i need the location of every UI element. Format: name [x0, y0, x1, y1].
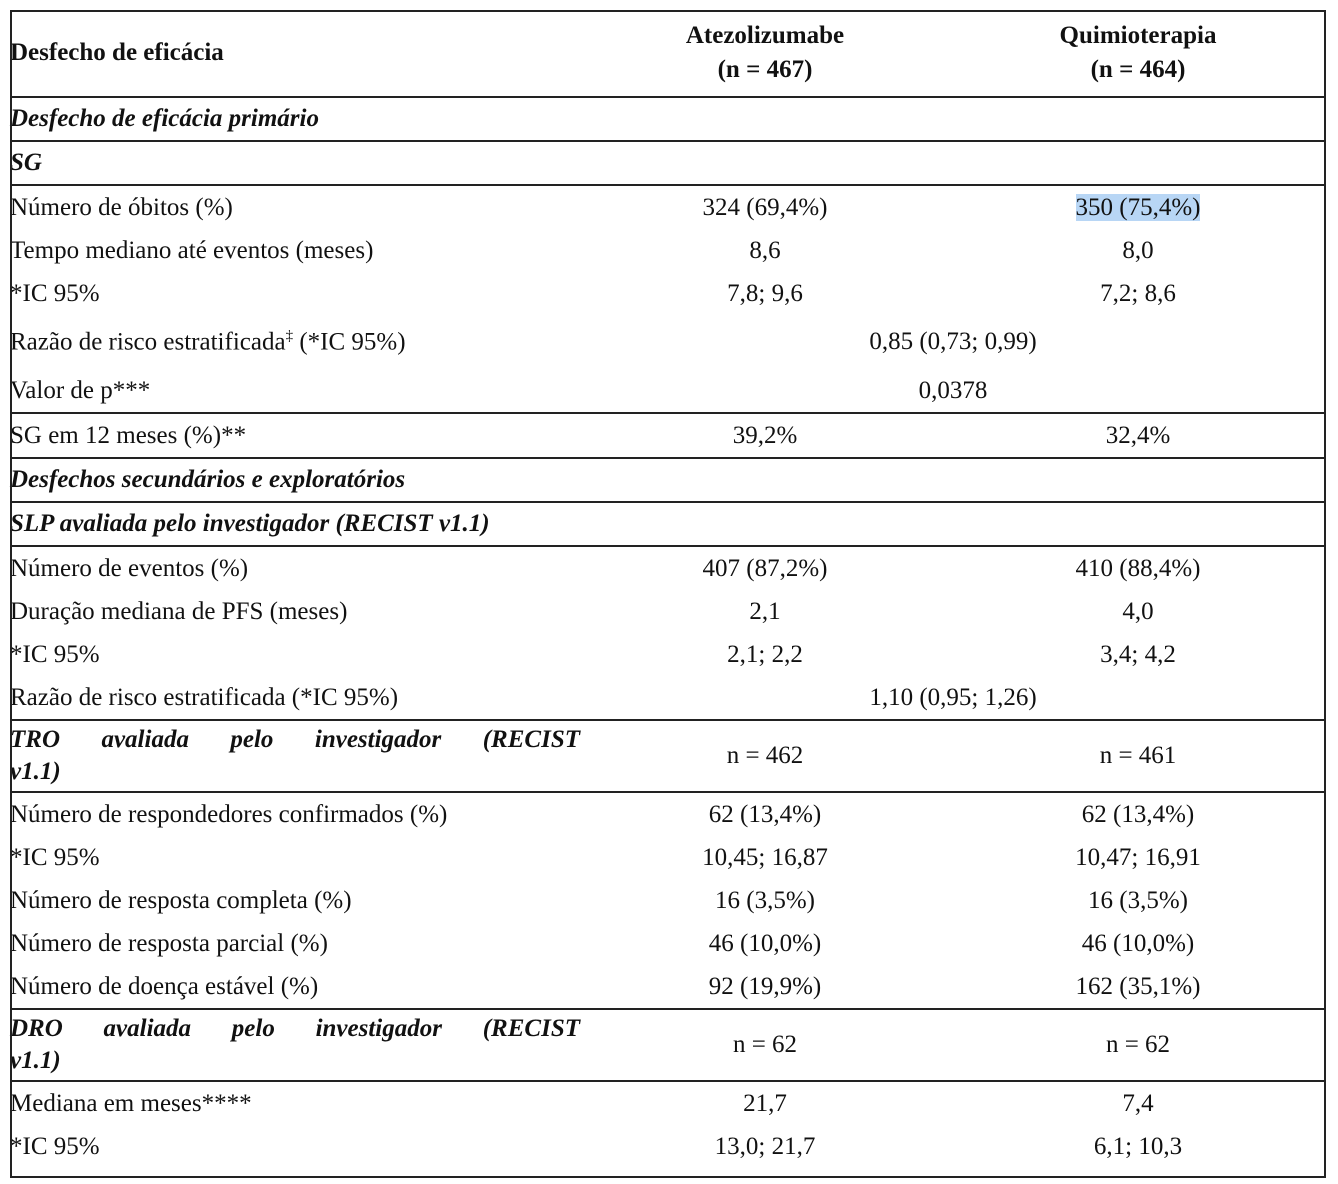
hazard-ratio-value: 0,85 (0,73; 0,99)	[869, 328, 1037, 355]
table-row	[10, 836, 1326, 879]
tro-title-line1: TRO avaliada pelo investigador (RECIST	[10, 726, 580, 753]
table-row	[10, 676, 1326, 720]
row-label: Valor de p***	[10, 369, 580, 413]
row-label	[10, 315, 580, 369]
chemotherapy-value: 7,2; 8,6	[1100, 279, 1176, 307]
atezolizumab-value: 92 (19,9%)	[580, 965, 950, 1009]
header-row	[10, 10, 1326, 97]
atezolizumab-value: 13,0; 21,7	[714, 1132, 816, 1160]
atezolizumab-n: n = 462	[580, 720, 950, 792]
table-row	[10, 590, 1326, 633]
chemotherapy-value: 410 (88,4%)	[1075, 554, 1201, 582]
chemotherapy-value: 32,4%	[950, 413, 1326, 458]
atezolizumab-value: 2,1; 2,2	[727, 640, 803, 668]
table-row	[10, 413, 1326, 458]
table-row	[10, 185, 1326, 229]
chemotherapy-value: 10,47; 16,91	[1075, 843, 1201, 871]
row-label: *IC 95%	[10, 843, 100, 871]
header-chemotherapy-name: Quimioterapia	[1059, 22, 1217, 49]
dro-title	[10, 1009, 580, 1081]
dro-title-line2: v1.1)	[10, 1047, 61, 1074]
atezolizumab-n: n = 62	[580, 1009, 950, 1081]
row-label: Razão de risco estratificada (*IC 95%)	[10, 676, 580, 720]
chemotherapy-value: 6,1; 10,3	[1093, 1132, 1183, 1160]
hr-footnote-mark: ‡	[285, 327, 294, 344]
row-label: Tempo mediano até eventos (meses)	[10, 236, 374, 264]
efficacy-table	[10, 10, 1326, 1168]
header-atezolizumab-n: (n = 467)	[717, 56, 813, 83]
row-label: Número de doença estável (%)	[10, 965, 580, 1009]
header-chemotherapy	[950, 10, 1326, 97]
atezolizumab-value: 324 (69,4%)	[702, 193, 828, 221]
chemotherapy-value: 162 (35,1%)	[950, 965, 1326, 1009]
table-row	[10, 792, 1326, 836]
row-label: Duração mediana de PFS (meses)	[10, 597, 348, 625]
subsection-row	[10, 720, 1326, 792]
atezolizumab-value: 10,45; 16,87	[702, 843, 828, 871]
row-label: Número de resposta completa (%)	[10, 886, 352, 914]
atezolizumab-value: 7,8; 9,6	[727, 279, 803, 307]
atezolizumab-value: 8,6	[749, 236, 781, 264]
table-row	[10, 272, 1326, 315]
section-slp-title: SLP avaliada pelo investigador (RECIST v1.1)	[10, 502, 1326, 546]
chemotherapy-value: 7,4	[1122, 1089, 1154, 1117]
row-label: Número de respondedores confirmados (%)	[10, 800, 448, 828]
hr-label-tail: (*IC 95%)	[293, 328, 406, 356]
atezolizumab-value: 62 (13,4%)	[708, 800, 822, 828]
row-label: Número de óbitos (%)	[10, 193, 233, 221]
section-secondary-title: Desfechos secundários e exploratórios	[10, 458, 1326, 502]
p-value: 0,0378	[580, 369, 1326, 413]
chemotherapy-n: n = 62	[950, 1009, 1326, 1081]
header-atezolizumab	[580, 10, 950, 97]
section-row	[10, 502, 1326, 546]
atezolizumab-value: 21,7	[743, 1089, 787, 1117]
section-row	[10, 458, 1326, 502]
dro-title-line1: DRO avaliada pelo investigador (RECIST	[10, 1015, 580, 1042]
atezolizumab-value: 46 (10,0%)	[708, 929, 822, 957]
chemotherapy-value: 3,4; 4,2	[1100, 640, 1176, 668]
tro-title	[10, 720, 580, 792]
chemotherapy-value: 46 (10,0%)	[1081, 929, 1195, 957]
chemotherapy-n: n = 461	[950, 720, 1326, 792]
row-label: Mediana em meses****	[10, 1089, 252, 1117]
row-label: *IC 95%	[10, 640, 100, 668]
atezolizumab-value: 407 (87,2%)	[702, 554, 828, 582]
table-row	[10, 369, 1326, 413]
atezolizumab-value: 16 (3,5%)	[715, 886, 815, 914]
table-row	[10, 229, 1326, 272]
header-endpoint: Desfecho de eficácia	[10, 10, 580, 97]
subsection-row	[10, 1009, 1326, 1081]
table-row	[10, 965, 1326, 1009]
table-row	[10, 1125, 1326, 1168]
chemotherapy-value: 16 (3,5%)	[1088, 886, 1188, 914]
table-row	[10, 546, 1326, 590]
row-label: SG em 12 meses (%)**	[10, 413, 580, 458]
section-row	[10, 141, 1326, 185]
hazard-ratio-value: 1,10 (0,95; 1,26)	[580, 676, 1326, 720]
chemotherapy-value: 62 (13,4%)	[1081, 800, 1195, 828]
table-row	[10, 879, 1326, 922]
table-row	[10, 633, 1326, 676]
chemotherapy-value	[950, 185, 1326, 229]
atezolizumab-value: 2,1	[749, 597, 781, 625]
header-chemotherapy-n: (n = 464)	[1090, 56, 1186, 83]
section-row	[10, 97, 1326, 141]
tro-title-line2: v1.1)	[10, 758, 61, 785]
table-row	[10, 922, 1326, 965]
header-atezolizumab-name: Atezolizumabe	[685, 22, 845, 49]
table-row	[10, 1081, 1326, 1125]
row-label: *IC 95%	[10, 1132, 100, 1160]
atezolizumab-value: 39,2%	[580, 413, 950, 458]
table-row	[10, 315, 1326, 369]
hr-label-text: Razão de risco estratificada	[10, 328, 286, 356]
selected-text[interactable]: 350 (75,4%)	[1075, 193, 1201, 221]
section-sg-title: SG	[10, 141, 1326, 185]
chemotherapy-value: 4,0	[1122, 597, 1154, 625]
row-label: Número de resposta parcial (%)	[10, 929, 328, 957]
chemotherapy-value: 8,0	[1122, 236, 1154, 264]
section-primary-title: Desfecho de eficácia primário	[10, 97, 1326, 141]
row-label: *IC 95%	[10, 279, 100, 307]
row-label: Número de eventos (%)	[10, 554, 249, 582]
